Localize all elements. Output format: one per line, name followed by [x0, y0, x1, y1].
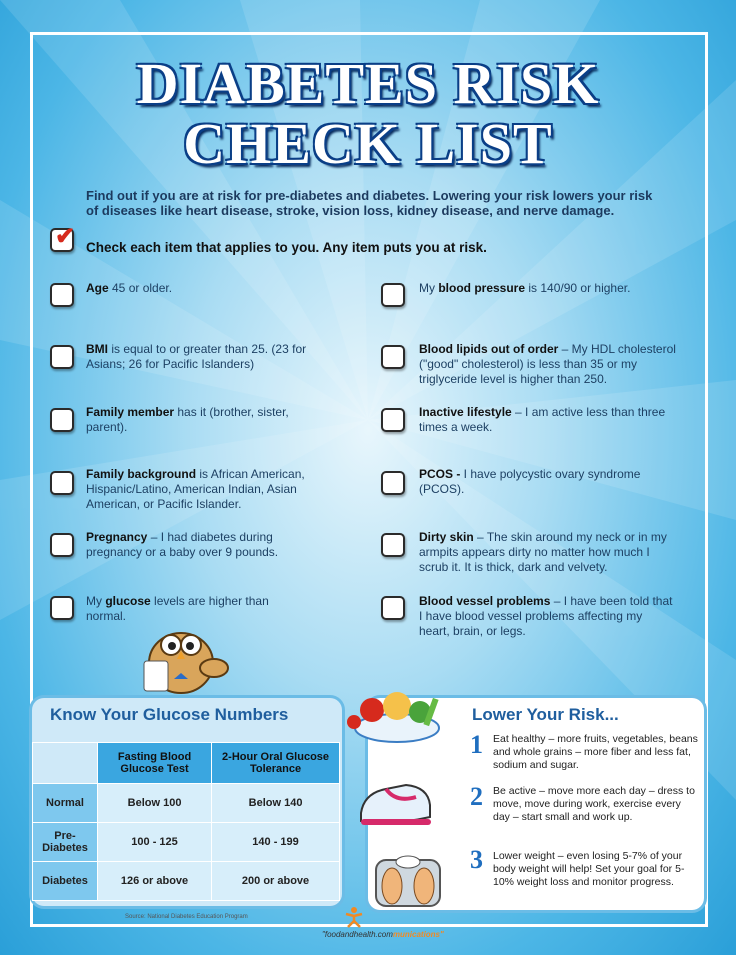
step-text-3: Lower weight – even losing 5-7% of your body weight will help! Set your goal for 5-10% weight loss and monitor progress.	[493, 850, 685, 888]
step-text-2: Be active – move more each day – dress to move, move during work, exercise every day – start small and work up.	[493, 785, 695, 823]
checkbox-glucose[interactable]	[50, 596, 74, 620]
item-blood-pressure: My blood pressure is 140/90 or higher.	[419, 281, 631, 295]
checkbox-blood-lipids[interactable]	[381, 345, 405, 369]
item-bmi: BMI is equal to or greater than 25. (23 for Asians; 26 for Pacific Islanders)	[86, 342, 307, 371]
table-row	[33, 823, 340, 862]
intro-text: Find out if you are at risk for pre-diabetes and diabetes. Lowering your risk lowers your risk of diseases like heart disease, stroke, vision loss, kidney disease, and nerve damage.	[86, 188, 653, 218]
checkbox-age[interactable]	[50, 283, 74, 307]
cell-prediabetes-fasting: 100 - 125	[98, 823, 212, 862]
title-line-1: DIABETES RISK	[136, 51, 600, 116]
glucose-table	[32, 742, 340, 901]
step-number-2: 2	[470, 782, 483, 811]
checkbox-bmi[interactable]	[50, 345, 74, 369]
checkmark-icon: ✔	[55, 223, 76, 250]
table-row	[33, 862, 340, 901]
step-number-3: 3	[470, 845, 483, 874]
logo-figure-icon	[344, 906, 364, 928]
checkbox-family-background[interactable]	[50, 471, 74, 495]
checkbox-dirty-skin[interactable]	[381, 533, 405, 557]
title-line-2: CHECK LIST	[183, 111, 553, 176]
table-corner	[33, 743, 98, 784]
item-glucose: My glucose levels are higher than normal.	[86, 594, 269, 623]
shoe-illustration	[356, 775, 436, 830]
scale-illustration	[372, 846, 444, 908]
row-label-diabetes: Diabetes	[33, 862, 98, 901]
lower-risk-title: Lower Your Risk...	[472, 705, 619, 724]
item-dirty-skin: Dirty skin – The skin around my neck or in my armpits appears dirty no matter how much I scrub it. It is thick, dark and velvety.	[419, 530, 667, 574]
glucose-panel-title: Know Your Glucose Numbers	[50, 705, 289, 724]
row-label-normal: Normal	[33, 784, 98, 823]
item-family-member: Family member has it (brother, sister, parent).	[86, 405, 289, 434]
cell-prediabetes-oral: 140 - 199	[212, 823, 340, 862]
item-pcos: PCOS - I have polycystic ovary syndrome (PCOS).	[419, 467, 641, 496]
item-inactive-lifestyle: Inactive lifestyle – I am active less than three times a week.	[419, 405, 666, 434]
owl-illustration	[126, 613, 236, 698]
step-number-1: 1	[470, 730, 483, 759]
header-oral: 2-Hour Oral Glucose Tolerance	[212, 743, 340, 784]
footer-credit: "foodandhealth.communications"	[322, 930, 444, 939]
header-fasting: Fasting Blood Glucose Test	[98, 743, 212, 784]
cell-normal-oral: Below 140	[212, 784, 340, 823]
item-age: Age 45 or older.	[86, 281, 173, 295]
cell-diabetes-oral: 200 or above	[212, 862, 340, 901]
checkbox-blood-vessel[interactable]	[381, 596, 405, 620]
checkbox-pcos[interactable]	[381, 471, 405, 495]
checkbox-inactive-lifestyle[interactable]	[381, 408, 405, 432]
food-illustration	[342, 678, 452, 753]
item-blood-vessel: Blood vessel problems – I have been told that I have blood vessel problems affecting my heart, brain, or legs.	[419, 594, 673, 638]
instruction-text: Check each item that applies to you. Any item puts you at risk.	[86, 240, 487, 255]
item-blood-lipids: Blood lipids out of order – My HDL cholesterol ("good" cholesterol) is less than 35 or my triglyceride level is higher than 250.	[419, 342, 676, 386]
item-pregnancy: Pregnancy – I had diabetes during pregnancy or a baby over 9 pounds.	[86, 530, 279, 559]
row-label-prediabetes: Pre-Diabetes	[33, 823, 98, 862]
checkbox-family-member[interactable]	[50, 408, 74, 432]
table-row	[33, 784, 340, 823]
cell-normal-fasting: Below 100	[98, 784, 212, 823]
source-note: Source: National Diabetes Education Program	[125, 914, 248, 920]
step-text-1: Eat healthy – more fruits, vegetables, beans and whole grains – more fiber and less fat, sodium and sugar.	[493, 733, 698, 771]
checkbox-blood-pressure[interactable]	[381, 283, 405, 307]
cell-diabetes-fasting: 126 or above	[98, 862, 212, 901]
item-family-background: Family background is African American, Hispanic/Latino, American Indian, Asian American, or Pacific Islander.	[86, 467, 305, 511]
checkbox-pregnancy[interactable]	[50, 533, 74, 557]
